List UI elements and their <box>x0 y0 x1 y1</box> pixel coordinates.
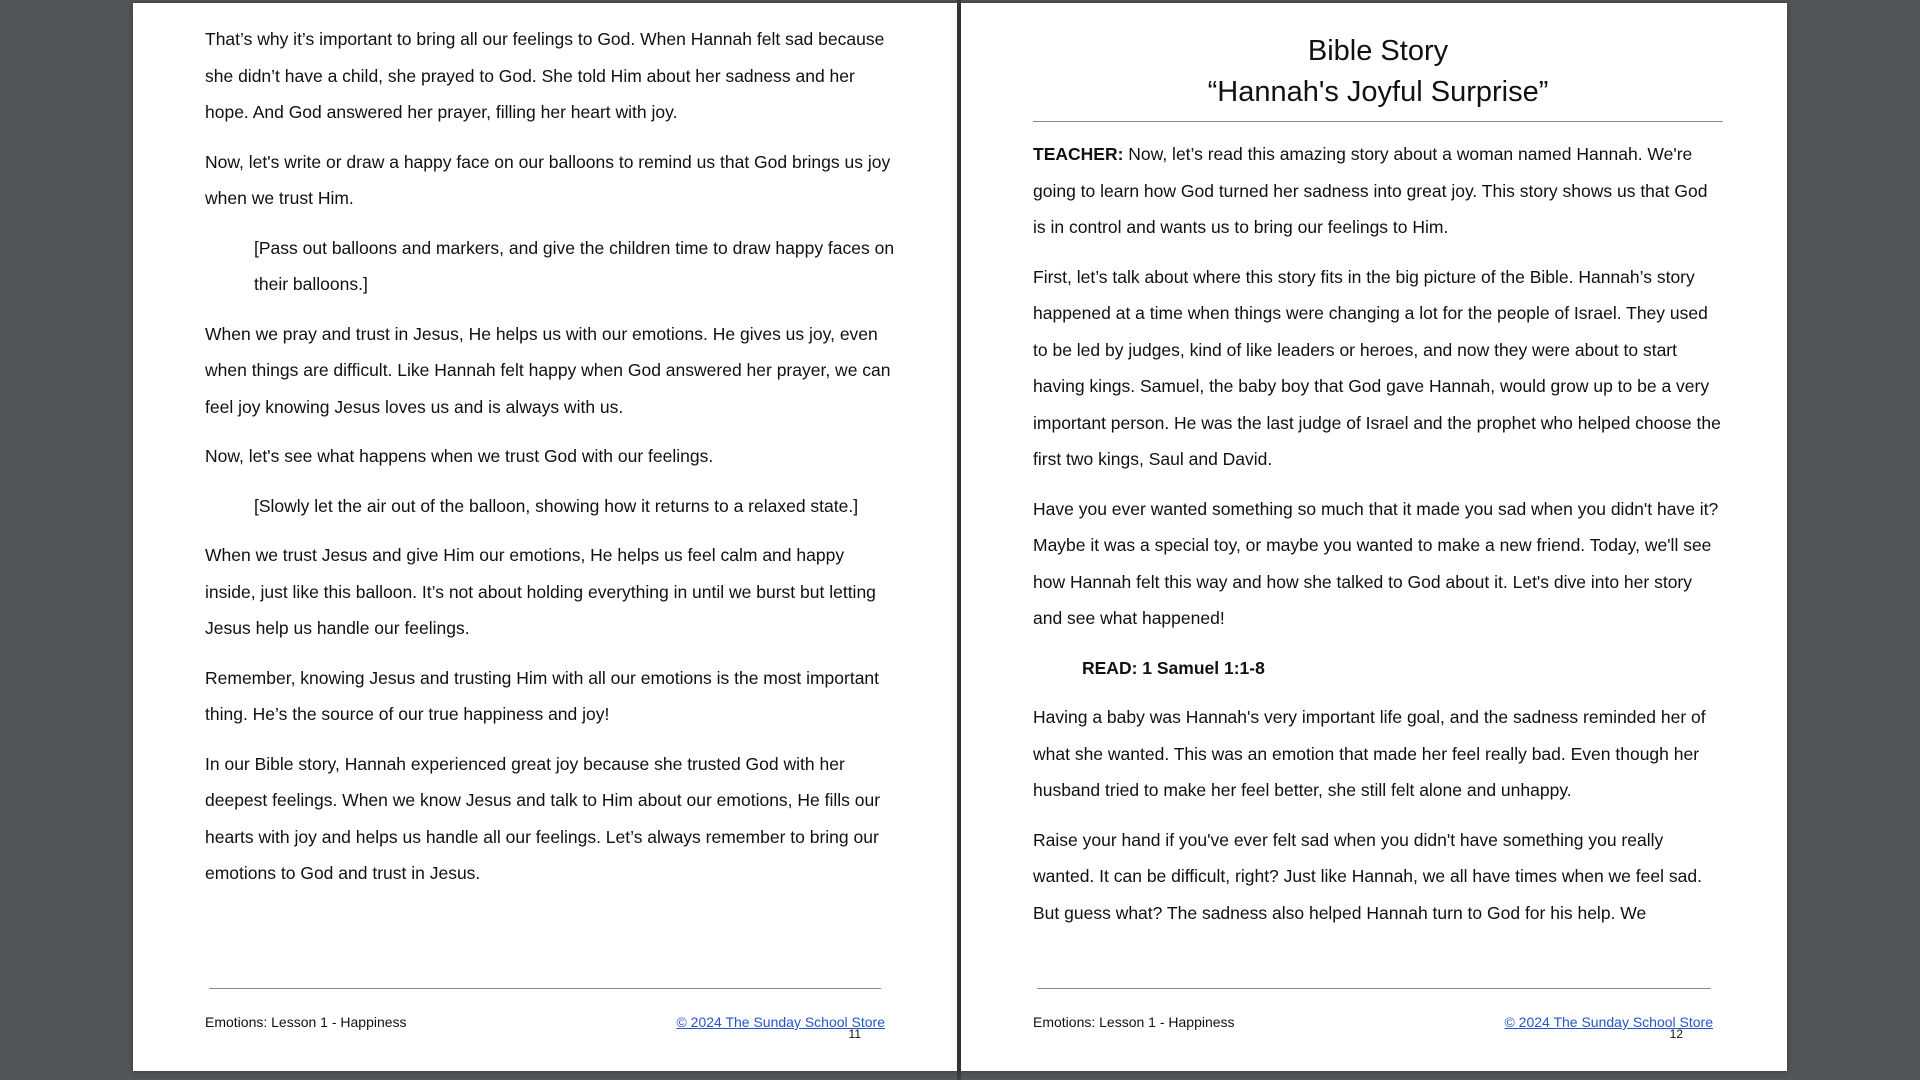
section-title <box>1033 31 1723 113</box>
footer-copyright-link[interactable]: © 2024 The Sunday School Store <box>676 1014 885 1030</box>
teacher-paragraph <box>1033 136 1723 246</box>
body-paragraph: When we pray and trust in Jesus, He helps us with our emotions. He gives us joy, even when things are difficult. Like Hannah felt happy when God answered her prayer, we can feel joy knowing Jesus loves us and is always with us. <box>205 323 891 417</box>
page-number: 12 <box>1669 1027 1683 1041</box>
footer-lesson-title: Emotions: Lesson 1 - Happiness <box>1033 1014 1235 1030</box>
body-paragraph: When we trust Jesus and give Him our emotions, He helps us feel calm and happy inside, just like this balloon. It’s not about holding everything in until we burst but letting Jesus help us handle our feelings. <box>205 545 876 638</box>
title-line-1: Bible Story <box>1307 35 1449 67</box>
footer-lesson-title: Emotions: Lesson 1 - Happiness <box>205 1014 407 1030</box>
document-page-12 <box>961 3 1787 1071</box>
title-line-2: “Hannah's Joyful Surprise” <box>1207 76 1549 108</box>
footer-divider <box>1037 988 1711 989</box>
title-divider <box>1033 121 1723 122</box>
page-number: 11 <box>848 1027 861 1041</box>
teacher-text: Now, let’s read this amazing story about a woman named Hannah. We're going to learn how God turned her sadness into great joy. This story shows us that God is in control and wants us to bring our feelings to Him. <box>1033 144 1708 237</box>
body-paragraph: Now, let's write or draw a happy face on our balloons to remind us that God brings us joy when we trust Him. <box>205 151 891 208</box>
scripture-reference: READ: 1 Samuel 1:1-8 <box>1082 657 1265 678</box>
body-paragraph: That’s why it’s important to bring all our feelings to God. When Hannah felt sad because she didn’t have a child, she prayed to God. She told Him about her sadness and her hope. And God answered her prayer, filling her heart with joy. <box>205 29 885 122</box>
footer-divider <box>209 988 881 989</box>
page-body <box>205 21 895 905</box>
body-paragraph: Now, let's see what happens when we trust God with our feelings. <box>205 446 714 466</box>
teacher-label: TEACHER: <box>1033 144 1124 164</box>
body-paragraph: Have you ever wanted something so much that it made you sad when you didn't have it? Maybe it was a special toy, or maybe you wanted to make a new friend. Today, we'll see how Hannah felt this way and how she talked to God about it. Let's dive into her story and see what happened! <box>1033 498 1719 628</box>
body-paragraph: In our Bible story, Hannah experienced great joy because she trusted God with her deepest feelings. When we know Jesus and talk to Him about our emotions, He fills our hearts with joy and helps us handle all our feelings. Let’s always remember to bring our emotions to God and trust in Jesus. <box>205 753 881 883</box>
body-paragraph: Raise your hand if you've ever felt sad when you didn't have something you really wanted. It can be difficult, right? Just like Hannah, we all have times when we feel sad. But guess what? The sadness also helped Hannah turn to God for his help. We <box>1033 829 1702 923</box>
body-paragraph: Remember, knowing Jesus and trusting Him with all our emotions is the most important thing. He’s the source of our true happiness and joy! <box>205 667 880 724</box>
document-page-11 <box>133 3 957 1071</box>
footer-copyright-link[interactable]: © 2024 The Sunday School Store <box>1504 1014 1713 1030</box>
body-paragraph: Having a baby was Hannah's very important life goal, and the sadness reminded her of what she wanted. This was an emotion that made her feel really bad. Even though her husband tried to make her feel better, she still felt alone and unhappy. <box>1033 707 1706 800</box>
stage-direction: [Pass out balloons and markers, and give the children time to draw happy faces on their balloons.] <box>254 237 895 294</box>
stage-direction: [Slowly let the air out of the balloon, showing how it returns to a relaxed state.] <box>254 495 859 516</box>
page-body <box>1033 31 1723 944</box>
body-paragraph: First, let’s talk about where this story fits in the big picture of the Bible. Hannah’s story happened at a time when things were changing a lot for the people of Israel. They used to be led by judges, kind of like leaders or heroes, and now they were about to start having kings. Samuel, the baby boy that God gave Hannah, would grow up to be a very important person. He was the last judge of Israel and the prophet who helped choose the first two kings, Saul and David. <box>1033 266 1721 469</box>
